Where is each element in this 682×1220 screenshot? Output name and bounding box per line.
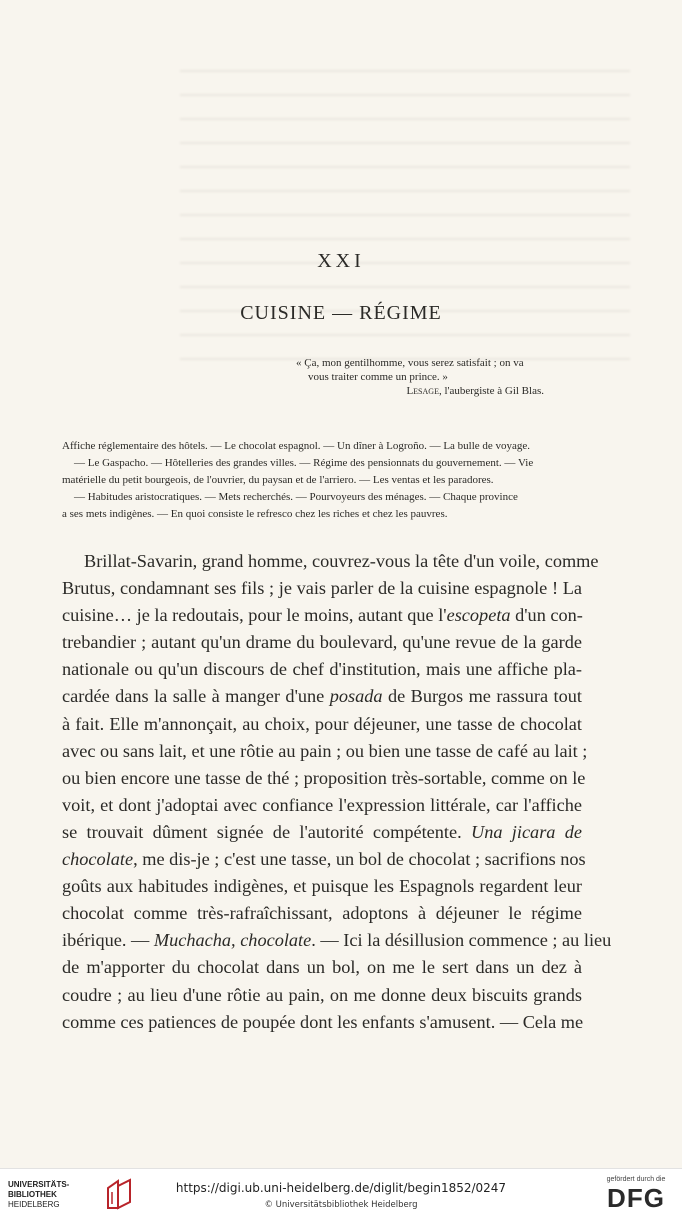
bleed-through-text: [180, 70, 630, 370]
body-line: Brillat-Savarin, grand homme, couvrez-vous la tête d'un voile, comme: [84, 551, 599, 571]
epigraph-author: Lesage,: [406, 385, 442, 397]
body-line: à fait. Elle m'annonçait, au choix, pour déjeuner, une tasse de chocolat: [62, 713, 582, 734]
italic-term: escopeta: [446, 605, 511, 626]
italic-term: Una jicara de: [471, 821, 582, 842]
epigraph: [296, 356, 564, 398]
summary-line: a ses mets indigènes. — En quoi consiste le refresco chez les riches et chez les pauvres.: [62, 508, 448, 520]
summary-line: — Habitudes aristocratiques. — Mets recherchés. — Pourvoyeurs des ménages. — Chaque province: [74, 491, 518, 503]
funder-logo-text: DFG: [607, 1183, 665, 1213]
body-line: avec ou sans lait, et une rôtie au pain ; ou bien une tasse de café au lait ;: [62, 740, 588, 761]
body-line: se trouvait dûment signée de l'autorité compétente. Una jicara de: [62, 821, 582, 842]
body-line: ou bien encore une tasse de thé ; proposition très-sortable, comme on le: [62, 767, 586, 788]
body-text: [62, 548, 612, 1036]
permalink-url[interactable]: https://digi.ub.uni-heidelberg.de/diglit/begin1852/0247: [175, 1181, 507, 1195]
italic-term: posada: [329, 686, 383, 707]
chapter-summary: [62, 438, 584, 523]
body-line: cardée dans la salle à manger d'une posada de Burgos me rassura tout: [62, 686, 582, 707]
summary-line: — Le Gaspacho. — Hôtelleries des grandes villes. — Régime des pensionnats du gouvernement. — Vie: [74, 457, 534, 469]
body-line: chocolat comme très-rafraîchissant, adoptons à déjeuner le régime: [62, 903, 582, 924]
italic-term: chocolate: [62, 849, 134, 870]
summary-line: Affiche réglementaire des hôtels. — Le chocolat espagnol. — Un dîner à Logroño. — La bulle de voyage.: [62, 440, 531, 452]
epigraph-line: « Ça, mon gentilhomme, vous serez satisfait ; on va: [296, 357, 524, 369]
body-line: cuisine… je la redoutais, pour le moins, autant que l'escopeta d'un con-: [62, 605, 583, 626]
epigraph-line: vous traiter comme un prince. »: [308, 371, 448, 383]
body-line: de m'apporter du chocolat dans un bol, on me le sert dans un dez à: [62, 957, 582, 978]
body-line: trebandier ; autant qu'un drame du boulevard, qu'une revue de la garde: [62, 632, 582, 653]
heidelberg-library-logo[interactable]: [8, 1178, 148, 1212]
body-line: chocolate, me dis-je ; c'est une tasse, un bol de chocolat ; sacrifions nos: [62, 849, 586, 870]
body-line: nationale ou qu'un discours de chef d'institution, mais une affiche pla-: [62, 659, 582, 680]
heidelberg-library-logo-icon: [104, 1178, 134, 1212]
chapter-number: XXI: [317, 250, 365, 272]
funder-caption: gefördert durch die: [606, 1176, 666, 1183]
body-line: ibérique. — Muchacha, chocolate. — Ici la désillusion commence ; au lieu: [62, 930, 612, 951]
copyright-notice: © Universitätsbibliothek Heidelberg: [264, 1200, 418, 1210]
body-line: voit, et dont j'adoptai avec confiance l'expression littérale, car l'affiche: [62, 794, 582, 815]
summary-line: matérielle du petit bourgeois, de l'ouvrier, du paysan et de l'arriero. — Les ventas et les paradores.: [62, 474, 494, 486]
viewer-footer: [0, 1168, 682, 1220]
body-line: coudre ; au lieu d'une rôtie au pain, on me donne deux biscuits grands: [62, 984, 582, 1005]
italic-term: Muchacha, chocolate: [153, 930, 312, 951]
dfg-logo-icon[interactable]: [600, 1175, 672, 1215]
body-line: goûts aux habitudes indigènes, et puisque les Espagnols regardent leur: [62, 876, 582, 897]
epigraph-attribution: [296, 384, 564, 398]
library-name: UNIVERSITÄTS- BIBLIOTHEK HEIDELBERG: [8, 1180, 70, 1209]
body-line: comme ces patiences de poupée dont les enfants s'amusent. — Cela me: [62, 1011, 584, 1032]
body-line: Brutus, condamnant ses fils ; je vais parler de la cuisine espagnole ! La: [62, 578, 582, 599]
chapter-title: CUISINE — RÉGIME: [240, 302, 442, 324]
epigraph-source: l'aubergiste à Gil Blas.: [441, 385, 544, 397]
